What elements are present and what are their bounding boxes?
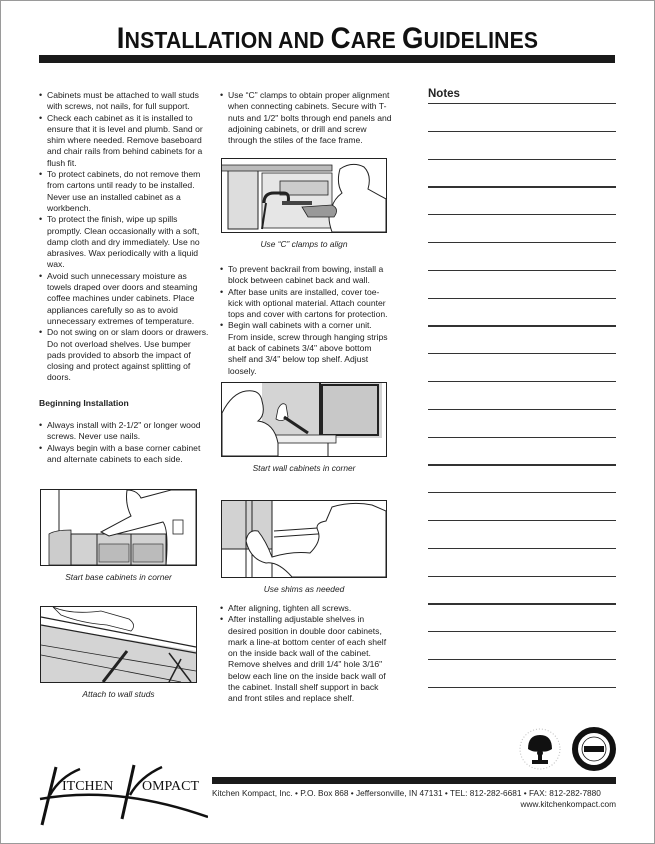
base-cabinet-illustration-icon [40,489,197,566]
title-rule [39,55,615,63]
company-address: Kitchen Kompact, Inc. • P.O. Box 868 • Jeffersonville, IN 47131 • TEL: 812-282-6681 • FAX: 812-282-7880 [212,788,601,798]
note-line [428,270,616,271]
figure-caption: Use shims as needed [263,584,345,594]
bullet-item: • To protect cabinets, do not remove them from cartons until ready to be installed. Never use an installed cabinet as a workbench. [39,169,209,214]
kitchen-kompact-logo [38,755,208,830]
bullet-item: • Avoid such unnecessary moisture as towels draped over doors and steaming coffee machines under cabinets. Place appliances carefully so as to avoid unnecessary extremes of temperature. [39,271,209,327]
note-line [428,520,616,521]
bullet-item: • Use “C” clamps to obtain proper alignment when connecting cabinets. Secure with T-nuts and 1/2" bolts through end panels and adjoining cabinets, or drill and screw through the stiles of the face frame. [220,90,392,146]
figure-caption: Start wall cabinets in corner [252,463,356,473]
certified-cabinet-badge-icon [572,727,616,771]
note-line [428,159,616,160]
company-website[interactable]: www.kitchenkompact.com [520,799,616,809]
bullet-item: • Always install with 2-1/2" or longer wood screws. Never use nails. [39,420,209,443]
footer-rule [212,777,616,784]
shim-illustration-icon [221,500,387,578]
bullet-item: • Cabinets must be attached to wall studs with screws, not nails, for full support. [39,90,209,113]
note-line [428,131,616,132]
bullet-item: • Check each cabinet as it is installed to ensure that it is level and plumb. Sand or shim where needed. Remove baseboard and chair rails from behind cabinets for a flush fit. [39,113,209,169]
note-line [428,186,616,187]
figure-shims [221,500,387,594]
footer-contact [212,788,616,810]
note-line [428,214,616,215]
svg-text:ITCHEN: ITCHEN [62,779,114,794]
note-line [428,298,616,299]
bullet-item: • Do not swing on or slam doors or drawers. Do not overload shelves. Use bumper pads provided to absorb the impact of closing and protect against splitting of doors. [39,327,209,383]
page-title: INSTALLATION AND CARE GUIDELINES [116,22,539,55]
note-line [428,492,616,493]
installation-bullet-list [39,420,209,465]
note-line [428,353,616,354]
note-line [428,659,616,660]
notes-title: Notes [428,88,460,100]
note-line [428,603,616,604]
bullet-item: • Begin wall cabinets with a corner unit. From inside, screw through hanging strips at back of cabinets 3/4" above bottom shelf and 3/4" below top shelf. Adjust loosely. [220,320,392,376]
figure-clamps [221,158,387,249]
bullet-item: • After base units are installed, cover toe-kick with optional material. Attach counter tops and cover with cartons for protection. [220,287,392,321]
figure-wall-corner [221,382,387,473]
middle-column-bottom [220,603,392,705]
wall-stud-illustration-icon [40,606,197,683]
svg-text:OMPACT: OMPACT [142,779,200,794]
figure-caption: Attach to wall studs [82,689,155,699]
kcma-environmental-badge-icon [518,727,562,771]
bullet-item: • After installing adjustable shelves in desired position in double door cabinets, mark a line-at bottom center of each shelf on the inside back wall of the cabinet. Remove shelves and drill 1/4" hole 3/16" below each line on the inside back wall of the cabinet. Install shelf support in back and front stiles and replace shelf. [220,614,392,704]
left-column [39,90,209,465]
clamp-illustration-icon [221,158,387,233]
note-line [428,548,616,549]
middle-column-mid [220,264,392,377]
notes-section [428,88,616,100]
bullet-item: • To prevent backrail from bowing, install a block between cabinet back and wall. [220,264,392,287]
figure-studs [40,606,197,699]
section-heading: Beginning Installation [39,397,129,408]
figure-base-corner [40,489,197,582]
figure-caption: Use “C” clamps to align [260,239,348,249]
care-bullet-list [39,90,209,384]
note-line [428,687,616,688]
bullet-item: • To protect the finish, wipe up spills promptly. Clean occasionally with a soft, damp cloth and dry immediately. Use no abrasives. Wax periodically with a liquid wax. [39,214,209,270]
note-line [428,325,616,326]
notes-title-underline [428,103,616,104]
middle-column-top [220,90,392,146]
note-line [428,381,616,382]
note-line [428,576,616,577]
note-line [428,631,616,632]
note-line [428,409,616,410]
figure-caption: Start base cabinets in corner [65,572,172,582]
note-line [428,437,616,438]
bullet-item: • After aligning, tighten all screws. [220,603,392,614]
note-line [428,464,616,465]
wall-cabinet-illustration-icon [221,382,387,457]
bullet-item: • Always begin with a base corner cabinet and alternate cabinets to each side. [39,443,209,466]
note-line [428,242,616,243]
